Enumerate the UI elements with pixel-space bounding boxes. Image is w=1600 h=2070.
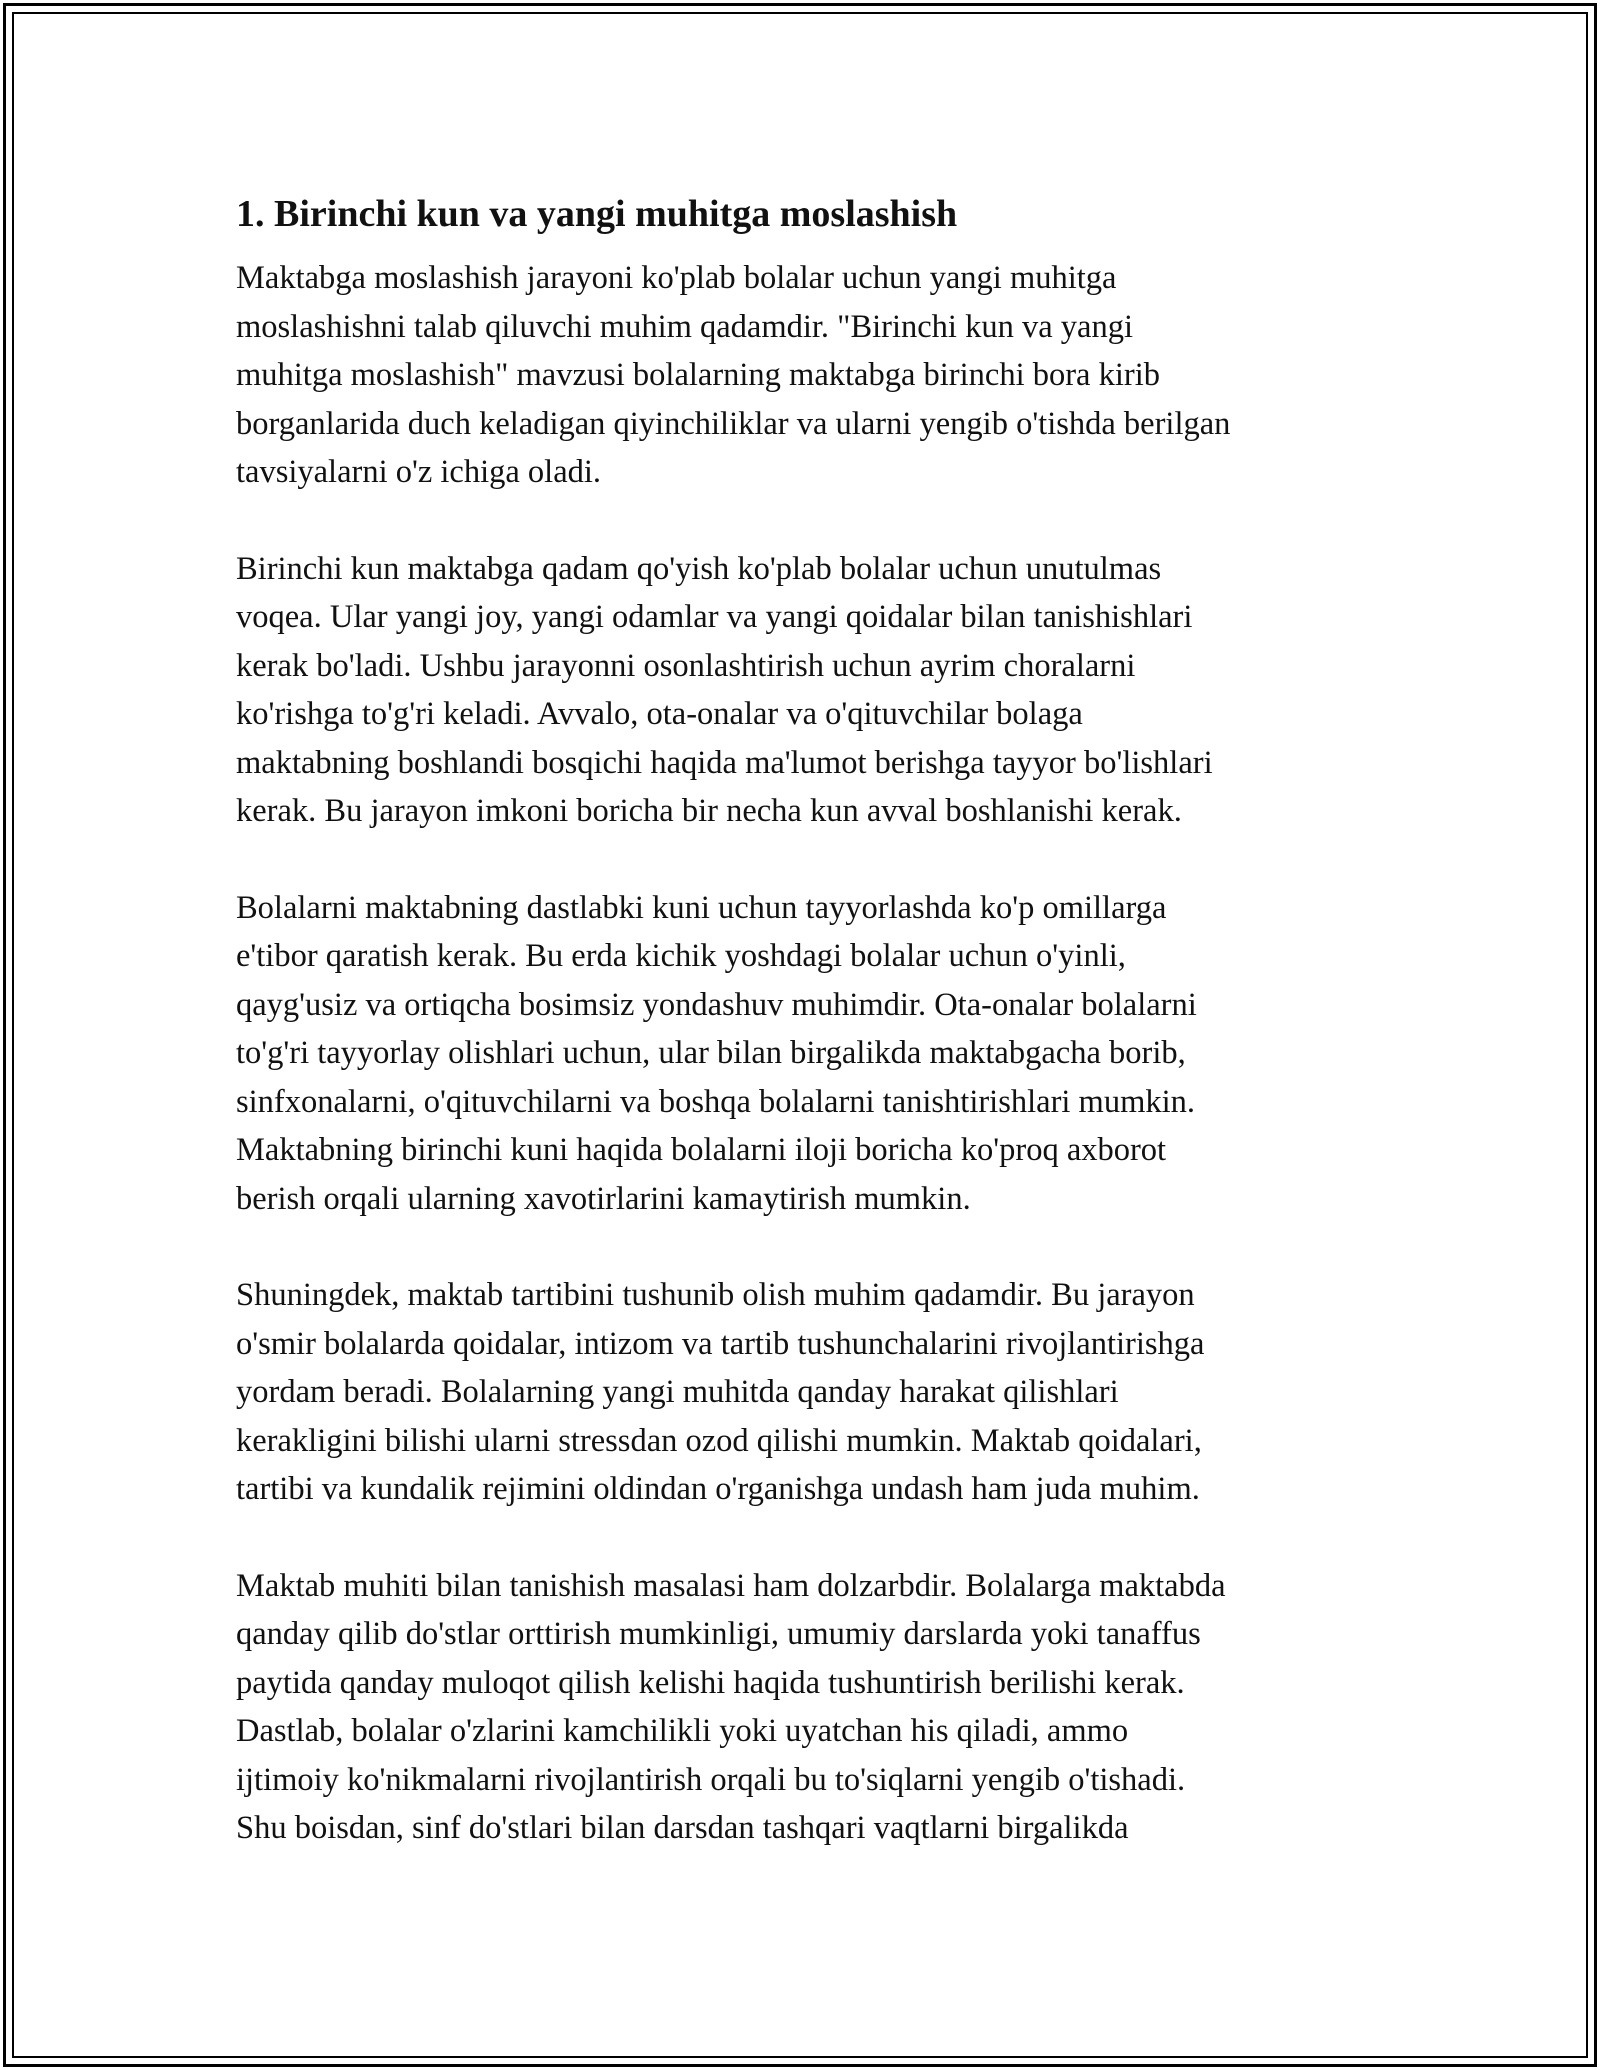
text-line: Dastlab, bolalar o'zlarini kamchilikli yoki uyatchan his qiladi, ammo — [236, 1713, 1129, 1749]
text-line: Maktabning birinchi kuni haqida bolalarni iloji boricha ko'proq axborot — [236, 1132, 1167, 1168]
section-heading: 1. Birinchi kun va yangi muhitga moslashish — [236, 193, 958, 235]
text-line: kerakligini bilishi ularni stressdan ozod qilishi mumkin. Maktab qoidalari, — [236, 1422, 1202, 1459]
text-line: ijtimoiy ko'nikmalarni rivojlantirish orqali bu to'siqlarni yengib o'tishadi. — [236, 1761, 1186, 1798]
text-line: Birinchi kun maktabga qadam qo'yish ko'plab bolalar uchun unutulmas — [236, 550, 1162, 587]
text-line: to'g'ri tayyorlay olishlari uchun, ular bilan birgalikda maktabgacha borib, — [236, 1035, 1186, 1071]
text-line: borganlarida duch keladigan qiyinchiliklar va ularni yengib o'tishda berilgan — [236, 405, 1231, 442]
text-line: Shu boisdan, sinf do'stlari bilan darsdan tashqari vaqtlarni birgalikda — [236, 1810, 1129, 1846]
text-line: o'smir bolalarda qoidalar, intizom va tartib tushunchalarini rivojlantirishga — [236, 1325, 1205, 1362]
text-line: yordam beradi. Bolalarning yangi muhitda qanday harakat qilishlari — [236, 1374, 1119, 1410]
text-line: Bolalarni maktabning dastlabki kuni uchun tayyorlashda ko'p omillarga — [236, 889, 1167, 926]
text-line: muhitga moslashish" mavzusi bolalarning maktabga birinchi bora kirib — [236, 357, 1160, 393]
paragraph — [236, 1271, 1376, 1514]
text-line: kerak. Bu jarayon imkoni boricha bir necha kun avval boshlanishi kerak. — [236, 793, 1182, 829]
paragraph — [236, 545, 1376, 836]
document-body — [236, 186, 1376, 1901]
text-line: tavsiyalarni o'z ichiga oladi. — [236, 454, 602, 490]
text-line: e'tibor qaratish kerak. Bu erda kichik yoshdagi bolalar uchun o'yinli, — [236, 938, 1126, 974]
text-line: Maktab muhiti bilan tanishish masalasi ham dolzarbdir. Bolalarga maktabda — [236, 1567, 1226, 1604]
text-line: Maktabga moslashish jarayoni ko'plab bolalar uchun yangi muhitga — [236, 260, 1117, 296]
text-line: qanday qilib do'stlar orttirish mumkinligi, umumiy darslarda yoki tanaffus — [236, 1616, 1201, 1652]
paragraph-list — [236, 254, 1376, 1853]
paragraph — [236, 884, 1376, 1224]
text-line: maktabning boshlandi bosqichi haqida ma'lumot berishga tayyor bo'lishlari — [236, 744, 1213, 781]
text-line: paytida qanday muloqot qilish kelishi haqida tushuntirish berilishi kerak. — [236, 1664, 1185, 1701]
text-line: tartibi va kundalik rejimini oldindan o'rganishga undash ham juda muhim. — [236, 1471, 1200, 1507]
paragraph — [236, 1562, 1376, 1853]
text-line: ko'rishga to'g'ri keladi. Avvalo, ota-onalar va o'qituvchilar bolaga — [236, 696, 1083, 732]
text-line: berish orqali ularning xavotirlarini kamaytirish mumkin. — [236, 1180, 971, 1217]
text-line: Shuningdek, maktab tartibini tushunib olish muhim qadamdir. Bu jarayon — [236, 1277, 1195, 1313]
text-line: voqea. Ular yangi joy, yangi odamlar va yangi qoidalar bilan tanishishlari — [236, 599, 1193, 635]
text-line: moslashishni talab qiluvchi muhim qadamdir. "Birinchi kun va yangi — [236, 308, 1133, 345]
text-line: kerak bo'ladi. Ushbu jarayonni osonlashtirish uchun ayrim choralarni — [236, 647, 1136, 684]
text-line: sinfxonalarni, o'qituvchilarni va boshqa bolalarni tanishtirishlari mumkin. — [236, 1083, 1196, 1120]
paragraph — [236, 254, 1376, 497]
text-line: qayg'usiz va ortiqcha bosimsiz yondashuv muhimdir. Ota-onalar bolalarni — [236, 986, 1197, 1023]
